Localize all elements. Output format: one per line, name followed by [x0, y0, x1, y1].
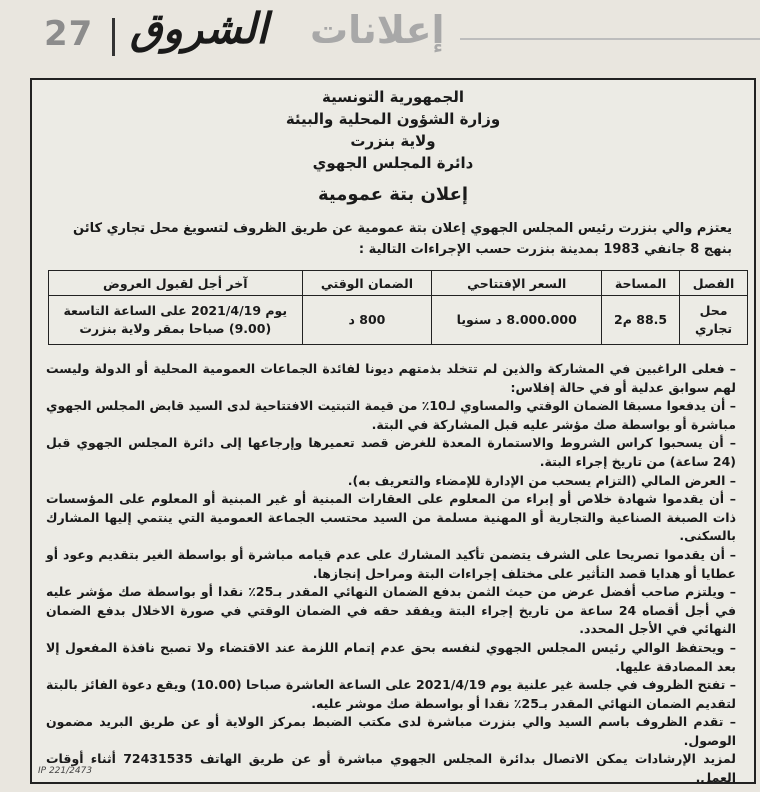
ad-reference: IP 221/2473	[38, 766, 93, 776]
contact-line: لمزيد الإرشادات يمكن الاتصال بدائرة المجلس الجهوي مباشرة أو عن طريق الهاتف 72431535 أثناء أوقات العمل.	[46, 751, 736, 786]
col-header-opening-price: السعر الإفتتاحي	[432, 271, 602, 296]
col-header-deposit: الضمان الوقتي	[302, 271, 432, 296]
lot-table	[48, 270, 748, 345]
announcement-title: إعلان بتة عمومية	[317, 184, 469, 205]
condition-item: – أن يسحبوا كراس الشروط والاستمارة المعدة للغرض قصد تعميرها وإرجاعها إلى دائرة المجلس الجهوي قبل (24 ساعة) من تاريخ إجراء البتة.	[46, 435, 736, 469]
cell-area: 88.5 م2	[602, 296, 680, 345]
condition-item: – ويلتزم صاحب أفضل عرض من حيث الثمن بدفع الضمان النهائي المقدر بـ25٪ نقدا أو بواسطة صك مؤشر عليه في أجل أقصاه 24 ساعة من تاريخ إجراء البتة ويفقد حقه في الضمان الوقتي في صورة الاخلال بدفع الضمان النهائي في الأجل المحدد.	[46, 584, 736, 637]
header-line-governorate: ولاية بنزرت	[350, 132, 436, 150]
condition-item: – أن يقدموا شهادة خلاص أو إبراء من المعلوم على العقارات المبنية أو غير المبنية أو المعلوم على المؤسسات ذات الصبغة الصناعية والتجارية أو المهنية مسلمة من السيد محتسب الجماعة العمومية التي ينتمي إليها المشارك بالسكنى.	[46, 491, 736, 544]
masthead-rule	[460, 38, 760, 40]
header-line-ministry: وزارة الشؤون المحلية والبيئة	[285, 110, 501, 128]
cell-deposit: 800 د	[302, 296, 432, 345]
masthead	[0, 0, 760, 64]
table-row	[49, 296, 748, 345]
condition-item: – فعلى الراغبين في المشاركة والذين لم تتخلد بذمتهم ديونا لفائدة الجماعات العمومية المحلية أو الدولة وليست لهم سوابق عدلية أو في حالة إفلاس:	[46, 361, 736, 395]
col-header-deadline: آخر أجل لقبول العروض	[49, 271, 303, 296]
col-header-area: المساحة	[602, 271, 680, 296]
col-header-lot: الفصل	[680, 271, 748, 296]
condition-item: – تفتح الظروف في جلسة غير علنية يوم 2021/4/19 على الساعة العاشرة صباحا (10.00) ويقع دعوة الفائز بالبتة لتقديم الضمان النهائي المقدر بـ25٪ نقدا أو بواسطة صك موشر عليه.	[46, 677, 736, 711]
condition-item: – تقدم الظروف باسم السيد والي بنزرت مباشرة لدى مكتب الضبط بمركز الولاية أو عن طريق البريد مضمون الوصول.	[46, 714, 736, 748]
masthead-divider	[112, 18, 115, 56]
cell-lot: محل تجاري	[680, 296, 748, 345]
condition-item: – ويحتفظ الوالي رئيس المجلس الجهوي لنفسه بحق عدم إتمام اللزمة عند الاقتضاء ولا تصبح نافذة المفعول إلا بعد المصادقة عليها.	[46, 639, 736, 674]
header-line-department: دائرة المجلس الجهوي	[312, 154, 474, 172]
page-number: 27	[44, 14, 94, 54]
newspaper-logo: الشروق	[130, 4, 268, 53]
condition-item: – أن يقدموا تصريحا على الشرف يتضمن تأكيد المشارك على عدم قيامه مباشرة أو بواسطة الغير بتقديم وعود أو عطايا أو هدايا قصد التأثير على مختلف إجراءات البتة ومراحل إنجازها.	[46, 546, 736, 581]
announcement-box	[30, 78, 756, 784]
cell-deadline: يوم 2021/4/19 على الساعة التاسعة (9.00) صباحا بمقر ولاية بنزرت	[49, 296, 303, 345]
conditions-list	[46, 360, 736, 788]
table-header-row	[49, 271, 748, 296]
section-title: إعلانات	[310, 8, 445, 52]
cell-opening-price: 8.000.000 د سنويا	[432, 296, 602, 345]
issuer-header	[32, 86, 754, 174]
condition-item: – العرض المالي (التزام يسحب من الإدارة للإمضاء والتعريف به).	[347, 472, 736, 488]
header-line-republic: الجمهورية التونسية	[322, 88, 464, 106]
condition-item: – أن يدفعوا مسبقا الضمان الوقتي والمساوي لـ10٪ من قيمة التبتيت الافتتاحية لدى السيد قابض المجلس الجهوي مباشرة أو بواسطة صك مؤشر عليه قبل المشاركة في البتة.	[46, 398, 736, 432]
intro-paragraph: يعتزم والي بنزرت رئيس المجلس الجهوي إعلان بتة عمومية عن طريق الظروف لتسويغ محل تجاري كائن بنهج 8 جانفي 1983 بمدينة بنزرت حسب الإجراءات التالية :	[73, 221, 732, 257]
